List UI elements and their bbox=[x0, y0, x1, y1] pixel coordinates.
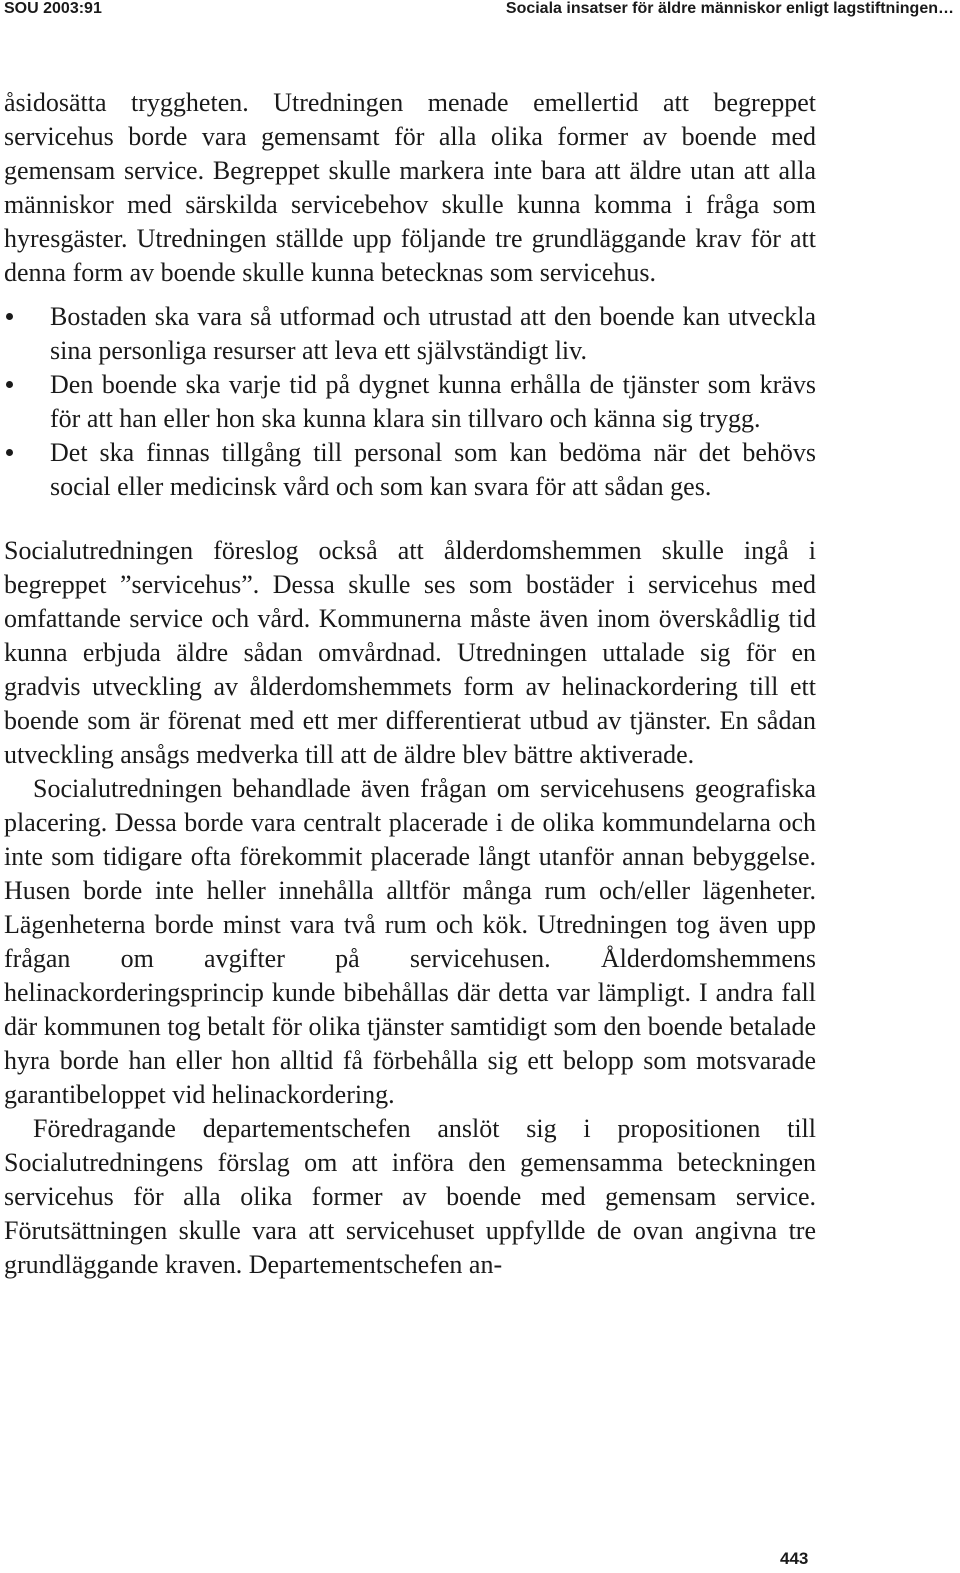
list-item bbox=[50, 436, 816, 504]
intro-paragraph: åsidosätta tryggheten. Utredningen menade emellertid att begreppet servicehus borde vara gemensamt för alla olika former av boende med gemensam service. Begreppet skulle markera inte bara att äldre utan att alla människor med särskilda servicebehov skulle kunna komma i fråga som hyresgäster. Utredningen ställde upp följande tre grundläggande krav för att denna form av boende skulle kunna betecknas som servicehus. bbox=[4, 88, 816, 287]
bullet-icon bbox=[6, 381, 13, 388]
bullet-icon bbox=[6, 313, 13, 320]
list-item bbox=[50, 300, 816, 368]
paragraph: Föredragande departementschefen anslöt sig i propositionen till Socialutredningens förslag om att införa den gemensamma beteckningen servicehus för alla olika former av boende med gemensam service. Förutsättningen skulle vara att servicehuset uppfyllde de ovan angivna tre grundläggande kraven. Departementschefen an- bbox=[4, 1114, 816, 1279]
list-item bbox=[50, 368, 816, 436]
requirements-list bbox=[4, 300, 816, 504]
list-item-text: Den boende ska varje tid på dygnet kunna erhålla de tjänster som krävs för att han eller hon ska kunna klara sin tillvaro och känna sig trygg. bbox=[50, 370, 816, 433]
body-text bbox=[4, 86, 816, 1282]
page-number: 443 bbox=[780, 1549, 809, 1568]
list-item-text: Det ska finnas tillgång till personal som kan bedöma när det behövs social eller medicinsk vård och som kan svara för att sådan ges. bbox=[50, 438, 816, 501]
chapter-title: Sociala insatser för äldre människor enligt lagstiftningen… bbox=[505, 0, 954, 17]
bullet-icon bbox=[6, 449, 13, 456]
running-header bbox=[0, 0, 960, 18]
paragraph: Socialutredningen föreslog också att ålderdomshemmen skulle ingå i begreppet ”servicehus”. Dessa skulle ses som bostäder i servicehus med omfattande service och vård. Kommunerna måste även inom överskådlig tid kunna erbjuda äldre sådan omvårdnad. Utredningen uttalade sig för en gradvis utveckling av ålderdomshemmets form av helinackordering till ett boende som är förenat med ett mer differentierat utbud av tjänster. En sådan utveckling ansågs medverka till att de äldre blev bättre aktiverade. bbox=[4, 536, 816, 769]
paragraph: Socialutredningen behandlade även frågan om servicehusens geografiska placering. Dessa borde vara centralt placerade i de olika kommundelarna och inte som tidigare ofta förekommit placerade långt utanför annan bebyggelse. Husen borde inte heller innehålla alltför många rum och/eller lägenheter. Lägenheterna borde minst vara två rum och kök. Utredningen tog även upp frågan om avgifter på servicehusen. Ålderdomshemmens helinackorderingsprincip kunde bibehållas där detta var lämpligt. I andra fall där kommunen tog betalt för olika tjänster samtidigt som den boende betalade hyra borde han eller hon alltid få förbehålla sig ett belopp som motsvarade garantibeloppet vid helinackordering. bbox=[4, 774, 816, 1109]
document-id: SOU 2003:91 bbox=[4, 0, 102, 17]
list-item-text: Bostaden ska vara så utformad och utrustad att den boende kan utveckla sina personliga resurser att leva ett självständigt liv. bbox=[50, 302, 816, 365]
